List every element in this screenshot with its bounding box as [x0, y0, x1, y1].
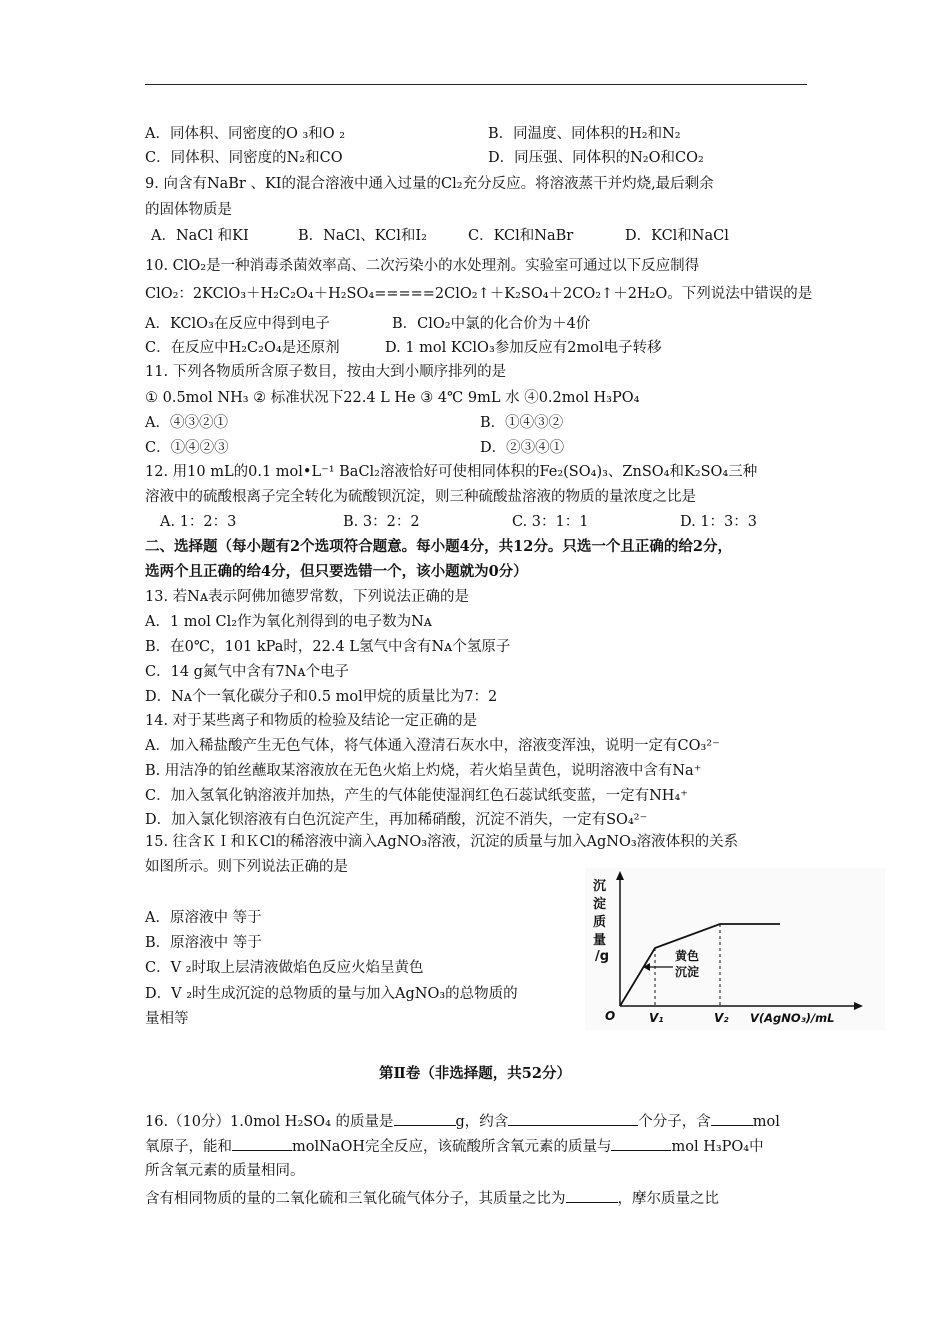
- q10-stem-line1: 10. ClO₂是一种消毒杀菌效率高、二次污染小的水处理剂。实验室可通过以下反应制得: [145, 258, 700, 274]
- q10-stem-line2: ClO₂：2KClO₃＋H₂C₂O₄＋H₂SO₄=====2ClO₂↑＋K₂SO₄＋2CO₂↑＋2H₂O。下列说法中错误的是: [145, 286, 813, 302]
- q15-option-c: C．V ₂时取上层清液做焰色反应火焰呈黄色: [145, 960, 424, 976]
- q16-blank-molecules[interactable]: [508, 1111, 638, 1126]
- figure-y-label-char-1: 沉: [593, 879, 607, 894]
- q13-option-d: D．Nᴀ个一氧化碳分子和0.5 mol甲烷的质量比为7：2: [145, 689, 498, 705]
- part2-title: 第Ⅱ卷（非选择题，共52分）: [379, 1065, 571, 1082]
- q14-stem: 14. 对于某些离子和物质的检验及结论一定正确的是: [145, 713, 478, 729]
- q16-line1-text-b: g，约含: [455, 1114, 509, 1130]
- q14-option-b: B. 用洁净的铂丝蘸取某溶液放在无色火焰上灼烧，若火焰呈黄色，说明溶液中含有Na⁺: [145, 763, 702, 779]
- q15-option-d-line1: D．V ₂时生成沉淀的总物质的量与加入AgNO₃的总物质的: [145, 986, 518, 1002]
- q16-line1: [145, 1111, 780, 1132]
- q16-line4: [145, 1188, 719, 1209]
- q13-option-b: B．在0℃，101 kPa时，22.4 L氢气中含有Nᴀ个氢原子: [145, 639, 511, 655]
- q16-blank-oxygen-mol[interactable]: [711, 1111, 753, 1126]
- q12-option-a: A. 1：2：3: [160, 514, 237, 530]
- q11-items: ① 0.5mol NH₃ ② 标准状况下22.4 L He ③ 4℃ 9mL 水 ④0.2mol H₃PO₄: [145, 390, 640, 406]
- q12-option-c: C. 3：1：1: [512, 514, 589, 530]
- q16-line4-text-b: ，摩尔质量之比: [617, 1191, 719, 1207]
- q8-option-d: D．同压强、同体积的N₂O和CO₂: [488, 150, 704, 166]
- q16-line2-text-a: 氧原子，能和: [145, 1139, 232, 1155]
- q14-option-a: A．加入稀盐酸产生无色气体，将气体通入澄清石灰水中，溶液变浑浊，说明一定有CO₃²⁻: [145, 738, 720, 754]
- q11-option-d: D．②③④①: [480, 440, 565, 456]
- q13-stem: 13. 若Nᴀ表示阿佛加德罗常数，下列说法正确的是: [145, 589, 470, 605]
- q16-line1-text-a: 16.（10分）1.0mol H₂SO₄ 的质量是: [145, 1114, 394, 1130]
- q16-blank-mass-ratio[interactable]: [566, 1188, 618, 1203]
- q16-line4-text-a: 含有相同物质的量的二氧化硫和三氧化硫气体分子，其质量之比为: [145, 1191, 566, 1207]
- q13-option-a: A．1 mol Cl₂作为氧化剂得到的电子数为Nᴀ: [145, 614, 432, 630]
- q11-option-a: A．④③②①: [145, 415, 228, 431]
- figure-y-label-char-3: 质: [593, 915, 607, 930]
- q11-option-b: B．①④③②: [480, 415, 564, 431]
- q12-stem-line1: 12. 用10 mL的0.1 mol•L⁻¹ BaCl₂溶液恰好可使相同体积的Fe₂(SO₄)₃、ZnSO₄和K₂SO₄三种: [145, 464, 758, 480]
- q9-option-c: C．KCl和NaBr: [468, 228, 574, 244]
- q16-line1-text-d: mol: [752, 1114, 780, 1130]
- figure-y-label-char-5: /g: [595, 949, 610, 964]
- q9-stem-line1: 9. 向含有NaBr 、KI的混合溶液中通入过量的Cl₂充分反应。将溶液蒸干并灼烧,最后剩余: [145, 176, 714, 192]
- q10-option-a: A．KClO₃在反应中得到电子: [145, 316, 330, 332]
- q16-line2-text-b: molNaOH完全反应，该硫酸所含氧元素的质量与: [292, 1139, 612, 1155]
- header-rule: [145, 84, 807, 85]
- q12-option-b: B. 3：2：2: [343, 514, 420, 530]
- q16-line2-text-c: mol H₃PO₄中: [671, 1139, 764, 1155]
- figure-v2-label: V₂: [714, 1011, 729, 1025]
- q9-option-d: D．KCl和NaCl: [625, 228, 729, 244]
- q15-option-d-line2: 量相等: [145, 1011, 189, 1027]
- q16-line1-text-c: 个分子，含: [638, 1114, 711, 1130]
- q10-option-c: C．在反应中H₂C₂O₄是还原剂: [145, 340, 340, 356]
- q14-option-d: D．加入氯化钡溶液有白色沉淀产生，再加稀硝酸，沉淀不消失，一定有SO₄²⁻: [145, 812, 648, 828]
- figure-annotation-line1: 黄色: [675, 949, 700, 963]
- q14-option-c: C．加入氢氧化钠溶液并加热，产生的气体能使湿润红色石蕊试纸变蓝，一定有NH₄⁺: [145, 788, 688, 804]
- q9-option-b: B．NaCl、KCl和I₂: [298, 228, 427, 244]
- q15-option-a: A．原溶液中 等于: [145, 910, 262, 926]
- q16-blank-h3po4[interactable]: [611, 1136, 671, 1151]
- q16-blank-mass[interactable]: [394, 1111, 456, 1126]
- q10-option-d: D. 1 mol KClO₃参加反应有2mol电子转移: [385, 340, 662, 356]
- q8-option-b: B．同温度、同体积的H₂和N₂: [488, 126, 681, 142]
- q15-stem-line2: 如图所示。则下列说法正确的是: [145, 859, 348, 875]
- q11-stem: 11. 下列各物质所含原子数目，按由大到小顺序排列的是: [145, 364, 507, 380]
- q8-option-c: C．同体积、同密度的N₂和CO: [145, 150, 343, 166]
- q12-option-d: D. 1：3：3: [680, 514, 758, 530]
- figure-x-label: V(AgNO₃)/mL: [750, 1011, 835, 1025]
- q16-line2: [145, 1136, 764, 1157]
- figure-annotation-line2: 沉淀: [675, 965, 700, 979]
- figure-y-label-char-2: 淀: [593, 897, 607, 912]
- section2-header-line2: 选两个且正确的给4分，但只要选错一个，该小题就为0分）: [145, 563, 528, 580]
- q8-option-a: A．同体积、同密度的O ₃和O ₂: [145, 126, 346, 142]
- figure-v1-label: V₁: [649, 1011, 664, 1025]
- q9-stem-line2: 的固体物质是: [145, 202, 232, 218]
- q13-option-c: C．14 g氮气中含有7Nᴀ个电子: [145, 664, 350, 680]
- figure-y-label-char-4: 量: [593, 933, 607, 948]
- q11-option-c: C．①④②③: [145, 440, 229, 456]
- q9-option-a: A．NaCl 和KI: [151, 228, 249, 244]
- section2-header-line1: 二、选择题（每小题有2个选项符合题意。每小题4分，共12分。只选一个且正确的给2分，: [145, 538, 732, 555]
- q16-line3: 所含氧元素的质量相同。: [145, 1163, 305, 1179]
- figure-origin-label: O: [605, 1009, 616, 1023]
- q12-stem-line2: 溶液中的硫酸根离子完全转化为硫酸钡沉淀，则三种硫酸盐溶液的物质的量浓度之比是: [145, 489, 696, 505]
- q15-stem-line1: 15. 往含ＫＩ和ＫCl的稀溶液中滴入AgNO₃溶液，沉淀的质量与加入AgNO₃溶液体积的关系: [145, 834, 739, 850]
- q15-option-b: B．原溶液中 等于: [145, 935, 262, 951]
- q16-blank-naoh[interactable]: [232, 1136, 292, 1151]
- precipitate-mass-figure: [585, 868, 885, 1030]
- q10-option-b: B．ClO₂中氯的化合价为＋4价: [392, 316, 591, 332]
